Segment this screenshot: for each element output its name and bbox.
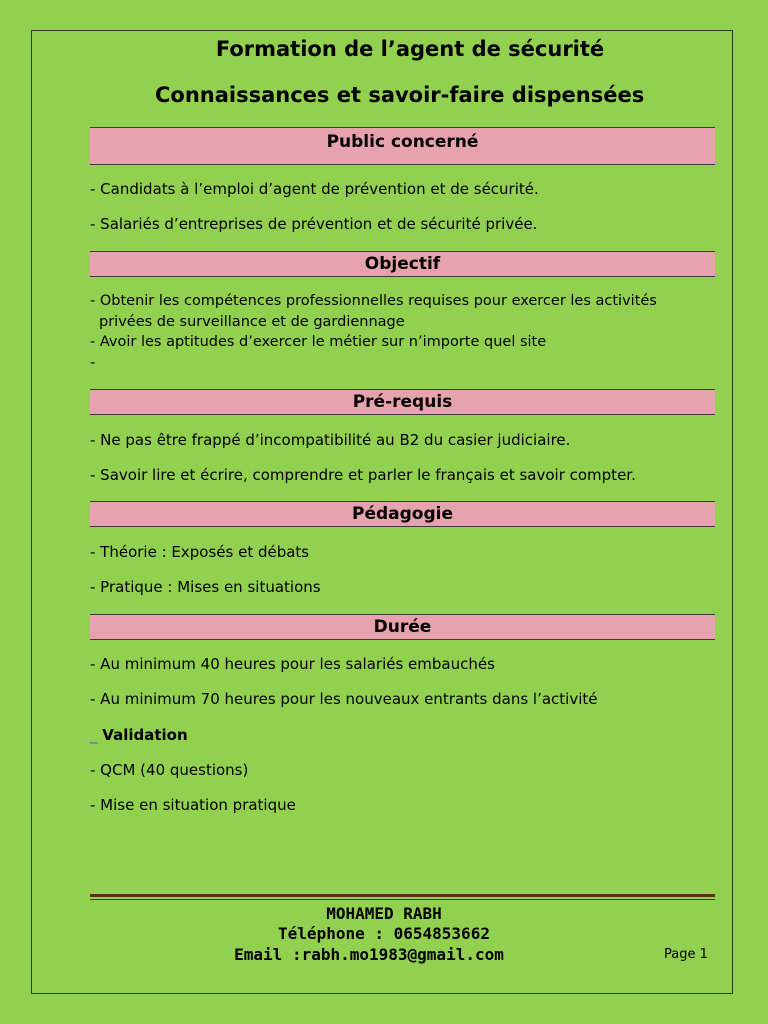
- section-heading-objectif: Objectif: [90, 251, 715, 277]
- section-item: - Pratique : Mises en situations: [90, 578, 321, 596]
- validation-heading: [90, 726, 188, 744]
- footer-name: MOHAMED RABH: [326, 904, 442, 923]
- section-item: - Théorie : Exposés et débats: [90, 543, 310, 561]
- section-item: -: [90, 355, 96, 371]
- validation-marker: _: [90, 726, 98, 744]
- document-subtitle: Connaissances et savoir-faire dispensées: [155, 83, 645, 107]
- validation-label: Validation: [102, 726, 188, 744]
- section-item: - Savoir lire et écrire, comprendre et parler le français et savoir compter.: [90, 466, 636, 484]
- section-item: - Mise en situation pratique: [90, 796, 296, 814]
- document-title: Formation de l’agent de sécurité: [215, 37, 605, 61]
- footer-email: Email :rabh.mo1983@gmail.com: [234, 945, 504, 964]
- section-item: - Ne pas être frappé d’incompatibilité au B2 du casier judiciaire.: [90, 431, 571, 449]
- section-item: - Candidats à l’emploi d’agent de prévention et de sécurité.: [90, 180, 539, 198]
- section-heading-public: Public concerné: [90, 127, 715, 165]
- section-heading-pedagogie: Pédagogie: [90, 501, 715, 527]
- section-item: - Salariés d’entreprises de prévention et de sécurité privée.: [90, 215, 538, 233]
- page-number: Page 1: [664, 947, 708, 962]
- footer-phone: Téléphone : 0654853662: [278, 924, 490, 943]
- section-item: - Avoir les aptitudes d’exercer le métier sur n’importe quel site: [90, 334, 547, 350]
- section-item: - Au minimum 40 heures pour les salariés embauchés: [90, 655, 495, 673]
- section-item: - QCM (40 questions): [90, 761, 249, 779]
- section-item: - Obtenir les compétences professionnelles requises pour exercer les activités: [90, 293, 657, 309]
- section-heading-prerequis: Pré-requis: [90, 389, 715, 415]
- section-item: - Au minimum 70 heures pour les nouveaux entrants dans l’activité: [90, 690, 598, 708]
- footer-divider: [90, 894, 715, 900]
- section-heading-duree: Durée: [90, 614, 715, 640]
- section-item: privées de surveillance et de gardiennage: [99, 314, 405, 330]
